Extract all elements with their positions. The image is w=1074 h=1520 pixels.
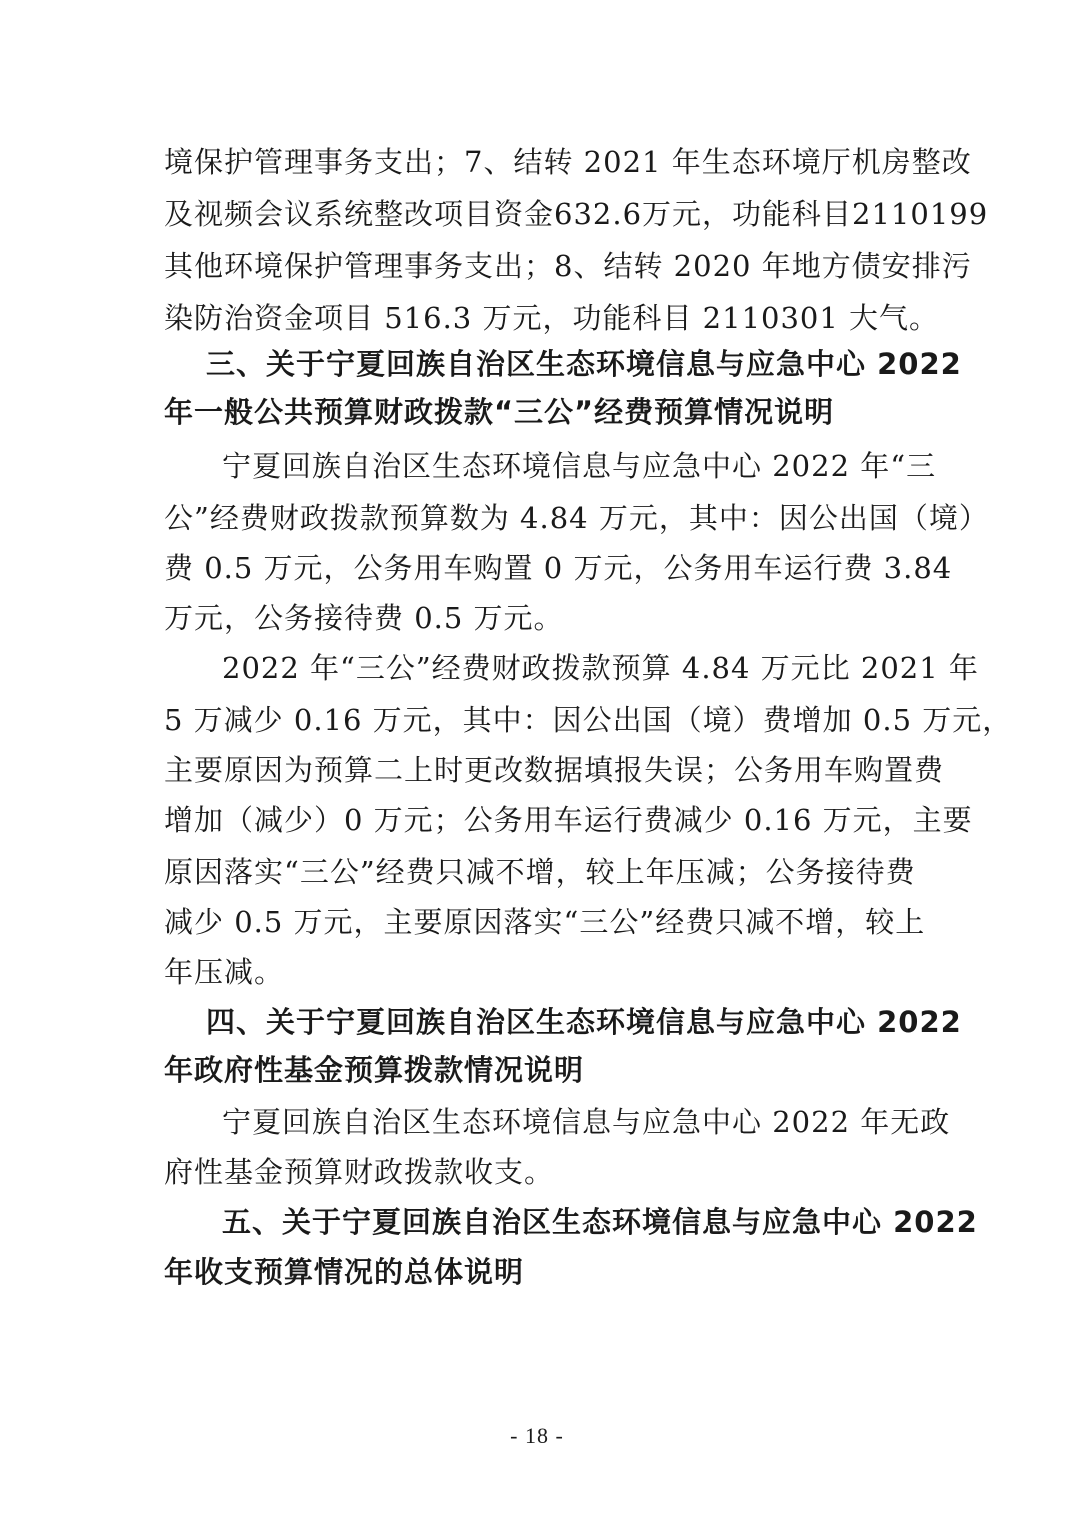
section-heading: 年收支预算情况的总体说明: [164, 1255, 525, 1289]
body-text-line: 府性基金预算财政拨款收支。: [164, 1155, 555, 1189]
body-text-line: 万元，公务接待费 0.5 万元。: [164, 601, 564, 635]
body-text-line: 其他环境保护管理事务支出；8、结转 2020 年地方债安排污: [164, 249, 972, 283]
body-text-line: 宁夏回族自治区生态环境信息与应急中心 2022 年“三: [222, 449, 937, 483]
section-heading: 三、关于宁夏回族自治区生态环境信息与应急中心 2022: [206, 347, 962, 381]
body-text-line: 年压减。: [164, 955, 285, 989]
body-text-line: 境保护管理事务支出；7、结转 2021 年生态环境厅机房整改: [164, 145, 972, 179]
body-text-line: 染防治资金项目 516.3 万元，功能科目 2110301 大气。: [164, 301, 940, 335]
body-text-line: 及视频会议系统整改项目资金632.6万元，功能科目2110199: [164, 197, 989, 231]
body-text-line: 主要原因为预算二上时更改数据填报失误；公务用车购置费: [164, 753, 945, 787]
body-text-line: 费 0.5 万元，公务用车购置 0 万元，公务用车运行费 3.84: [164, 551, 953, 585]
page-number: - 18 -: [510, 1423, 564, 1448]
body-text-line: 5 万减少 0.16 万元，其中：因公出国（境）费增加 0.5 万元，: [164, 703, 1013, 737]
body-text-line: 减少 0.5 万元，主要原因落实“三公”经费只减不增，较上: [164, 905, 926, 939]
body-text-line: 增加（减少）0 万元；公务用车运行费减少 0.16 万元，主要: [164, 803, 973, 837]
section-heading: 年政府性基金预算拨款情况说明: [164, 1053, 585, 1087]
body-text-line: 宁夏回族自治区生态环境信息与应急中心 2022 年无政: [222, 1105, 951, 1139]
body-text-line: 公”经费财政拨款预算数为 4.84 万元，其中：因公出国（境）: [164, 501, 989, 535]
body-text-line: 2022 年“三公”经费财政拨款预算 4.84 万元比 2021 年: [222, 651, 979, 685]
body-text-line: 原因落实“三公”经费只减不增，较上年压减；公务接待费: [164, 855, 916, 889]
section-heading: 四、关于宁夏回族自治区生态环境信息与应急中心 2022: [206, 1005, 962, 1039]
section-heading: 五、关于宁夏回族自治区生态环境信息与应急中心 2022: [222, 1205, 978, 1239]
section-heading: 年一般公共预算财政拨款“三公”经费预算情况说明: [164, 395, 835, 429]
